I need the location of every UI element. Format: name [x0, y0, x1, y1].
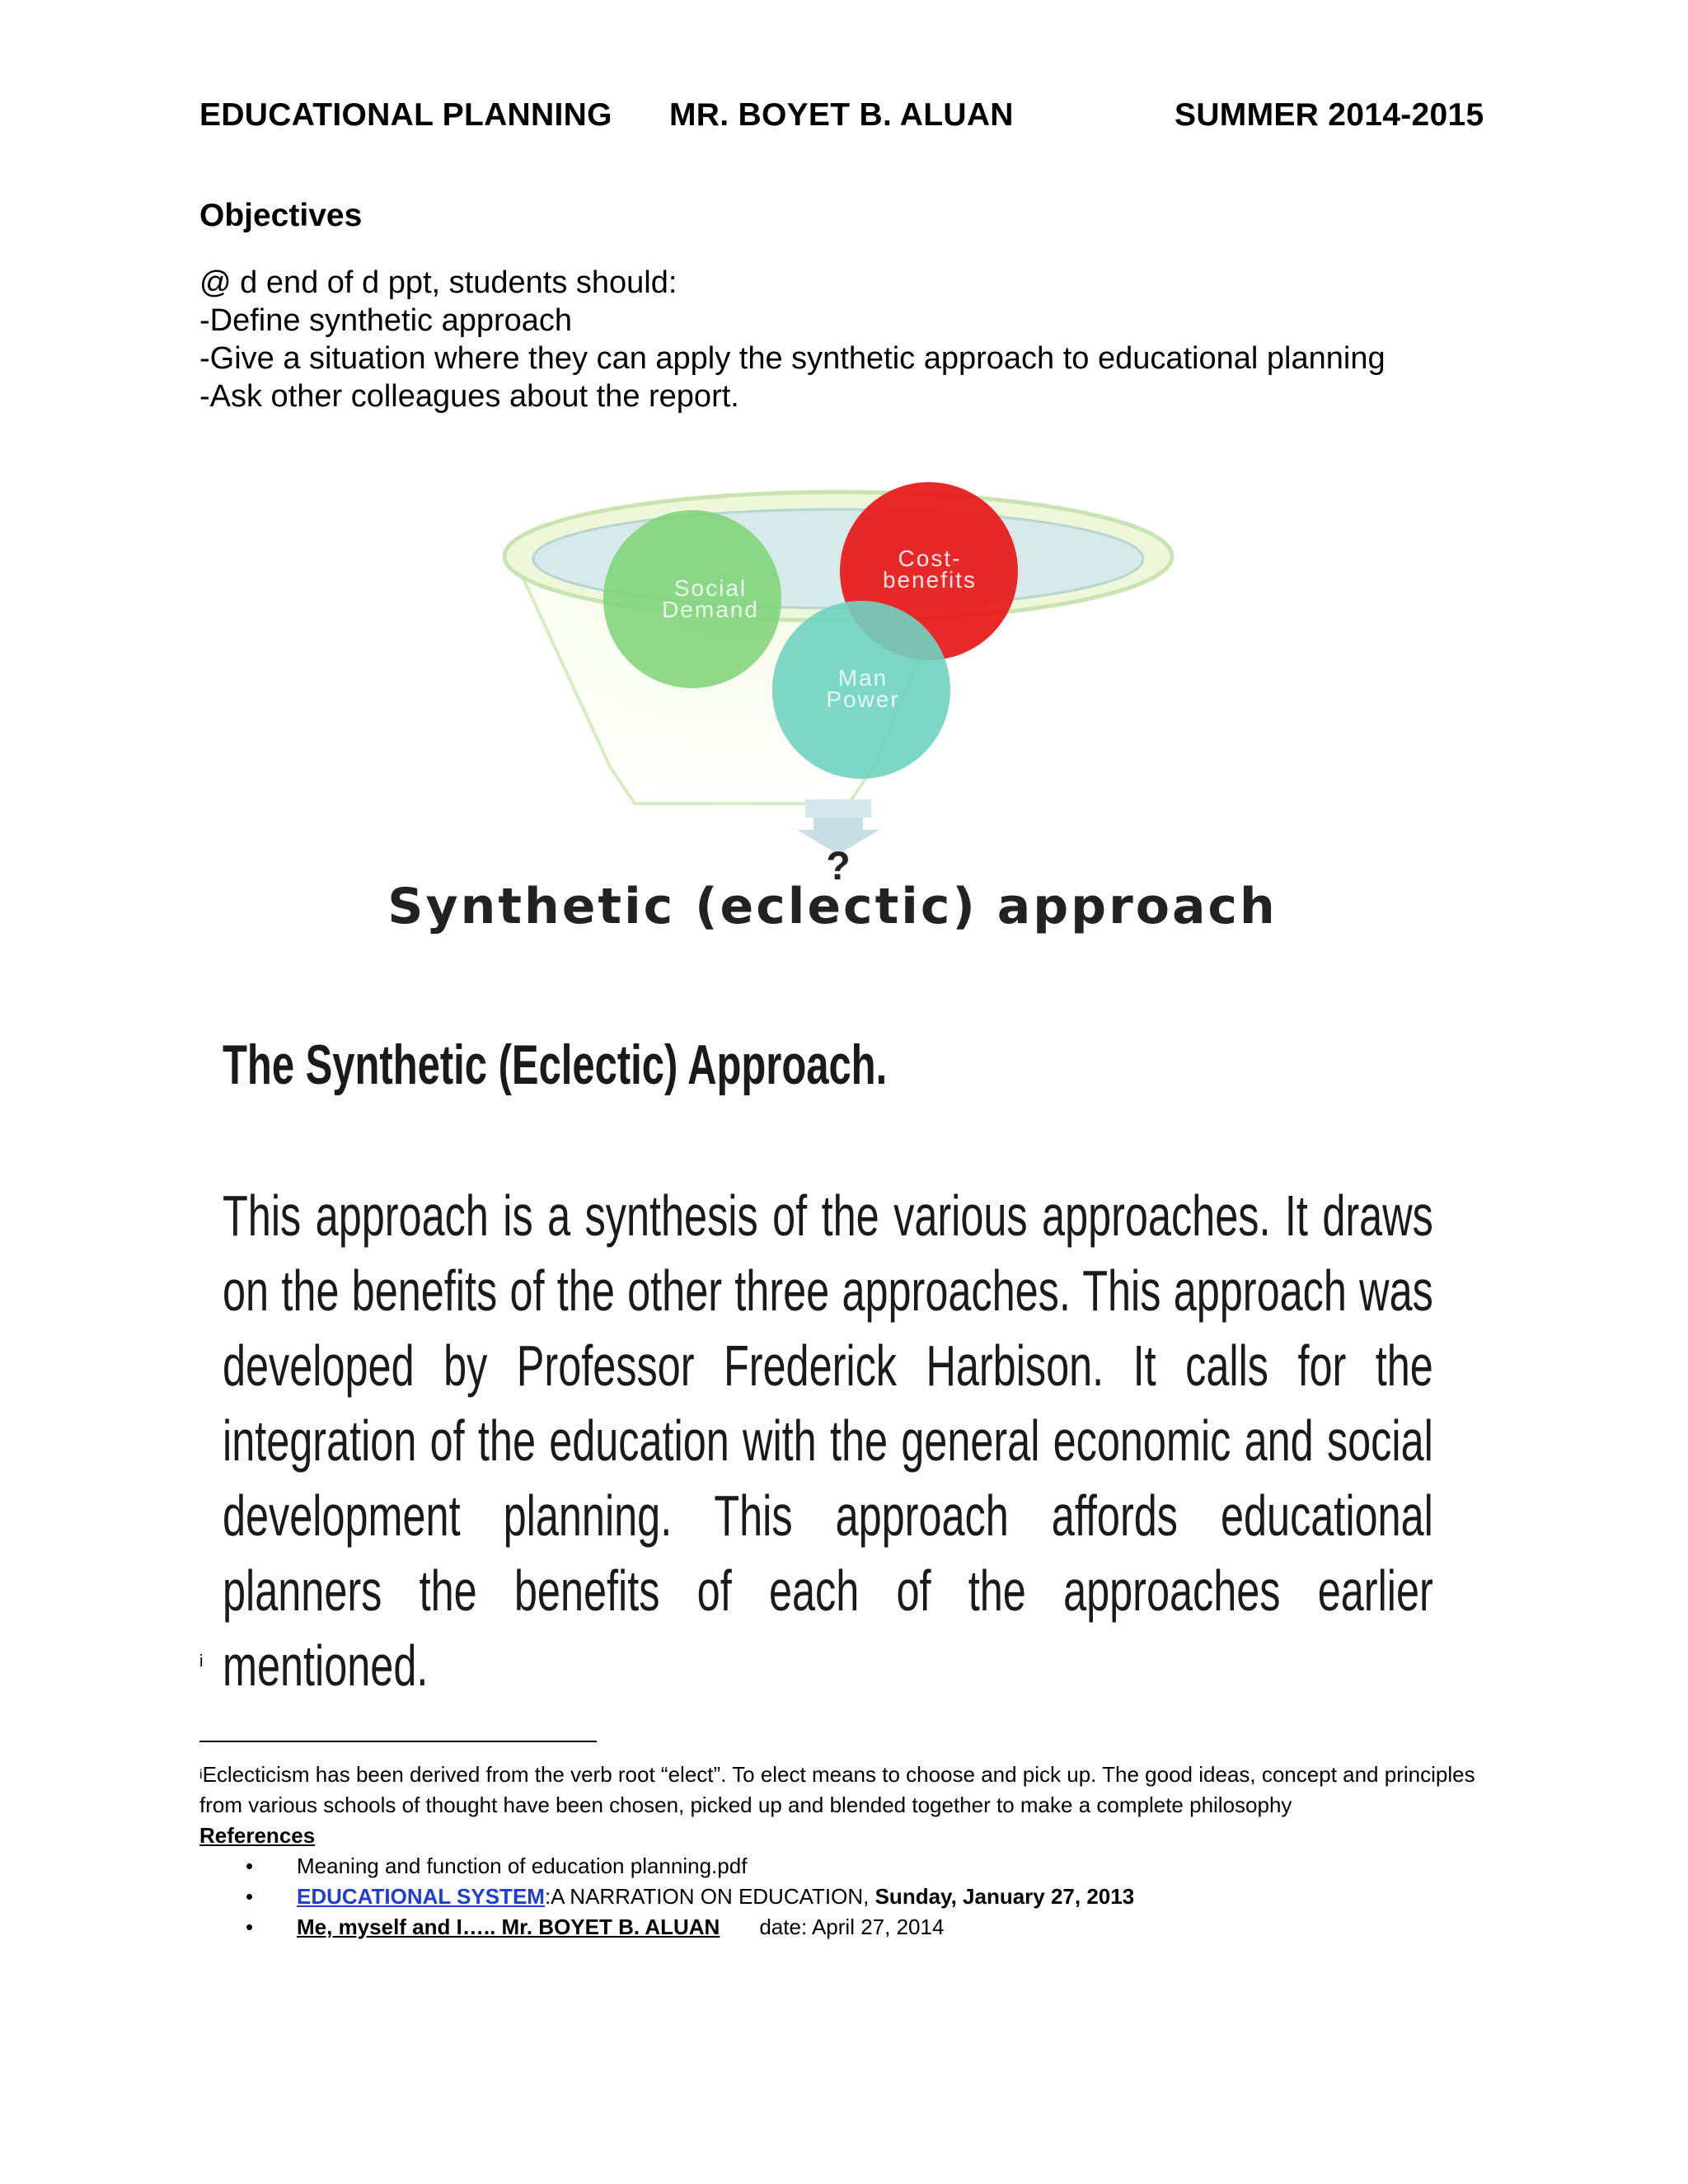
footnote-superscript: i [199, 1768, 203, 1782]
footnote-separator [199, 1741, 597, 1742]
footnote-marker: i [199, 1652, 204, 1671]
bullet: • [246, 1854, 254, 1878]
social-demand-label-2: Demand [662, 597, 759, 622]
manpower-label-2: Power [826, 687, 900, 712]
footnote-body: Eclecticism has been derived from the verb root “elect”. To elect means to choose and pick up. The good ideas, concept and principles from various schools of thought have been chosen, picked up and blended together to make a complete philosophy [199, 1762, 1475, 1817]
reference-date: Sunday, January 27, 2013 [874, 1884, 1135, 1909]
footnote-text [199, 1760, 1485, 1821]
objective-line: -Give a situation where they can apply the synthetic approach to educational planning [199, 341, 1386, 376]
reference-item [246, 1854, 747, 1879]
cost-benefits-label-2: benefits [882, 567, 978, 593]
synthetic-approach-excerpt [198, 1010, 1459, 1698]
diagram-caption: Synthetic (eclectic) approach [387, 878, 1278, 935]
synthetic-approach-diagram [239, 474, 1409, 952]
header-instructor: MR. BOYET B. ALUAN [669, 97, 1014, 133]
bullet: • [246, 1915, 254, 1939]
objective-line: @ d end of d ppt, students should: [199, 265, 678, 300]
reference-text: Meaning and function of education planning.pdf [297, 1854, 748, 1878]
excerpt-title: The Synthetic (Eclectic) Approach. [223, 1033, 888, 1096]
educational-system-link[interactable]: EDUCATIONAL SYSTEM [297, 1884, 545, 1909]
reference-text: :A NARRATION ON EDUCATION, [544, 1884, 875, 1909]
question-mark: ? [826, 845, 851, 888]
objective-line: -Ask other colleagues about the report. [199, 379, 739, 414]
header-course: EDUCATIONAL PLANNING [199, 97, 612, 133]
header-term: SUMMER 2014-2015 [1175, 97, 1484, 133]
cost-benefits-label-1: Cost- [898, 546, 962, 571]
reference-item [246, 1915, 944, 1940]
objective-line: -Define synthetic approach [199, 303, 573, 338]
manpower-label-1: Man [837, 665, 889, 691]
references-heading: References [199, 1823, 316, 1848]
social-demand-label-1: Social [673, 575, 748, 601]
reference-item [246, 1884, 1134, 1910]
spout-shape [805, 799, 871, 818]
reference-title: Me, myself and I….. Mr. BOYET B. ALUAN [297, 1915, 720, 1939]
excerpt-body: This approach is a synthesis of the various approaches. It draws on the benefits of the other three approaches. This approach was developed by Professor Frederick Harbison. It calls for the integration of the education with the general economic and social development planning. This approach affords educational planners the benefits of each of the approaches earlier mentioned. [223, 1183, 1433, 1698]
objectives-heading: Objectives [199, 198, 363, 233]
reference-date: date: April 27, 2014 [759, 1915, 945, 1939]
bullet: • [246, 1884, 254, 1909]
